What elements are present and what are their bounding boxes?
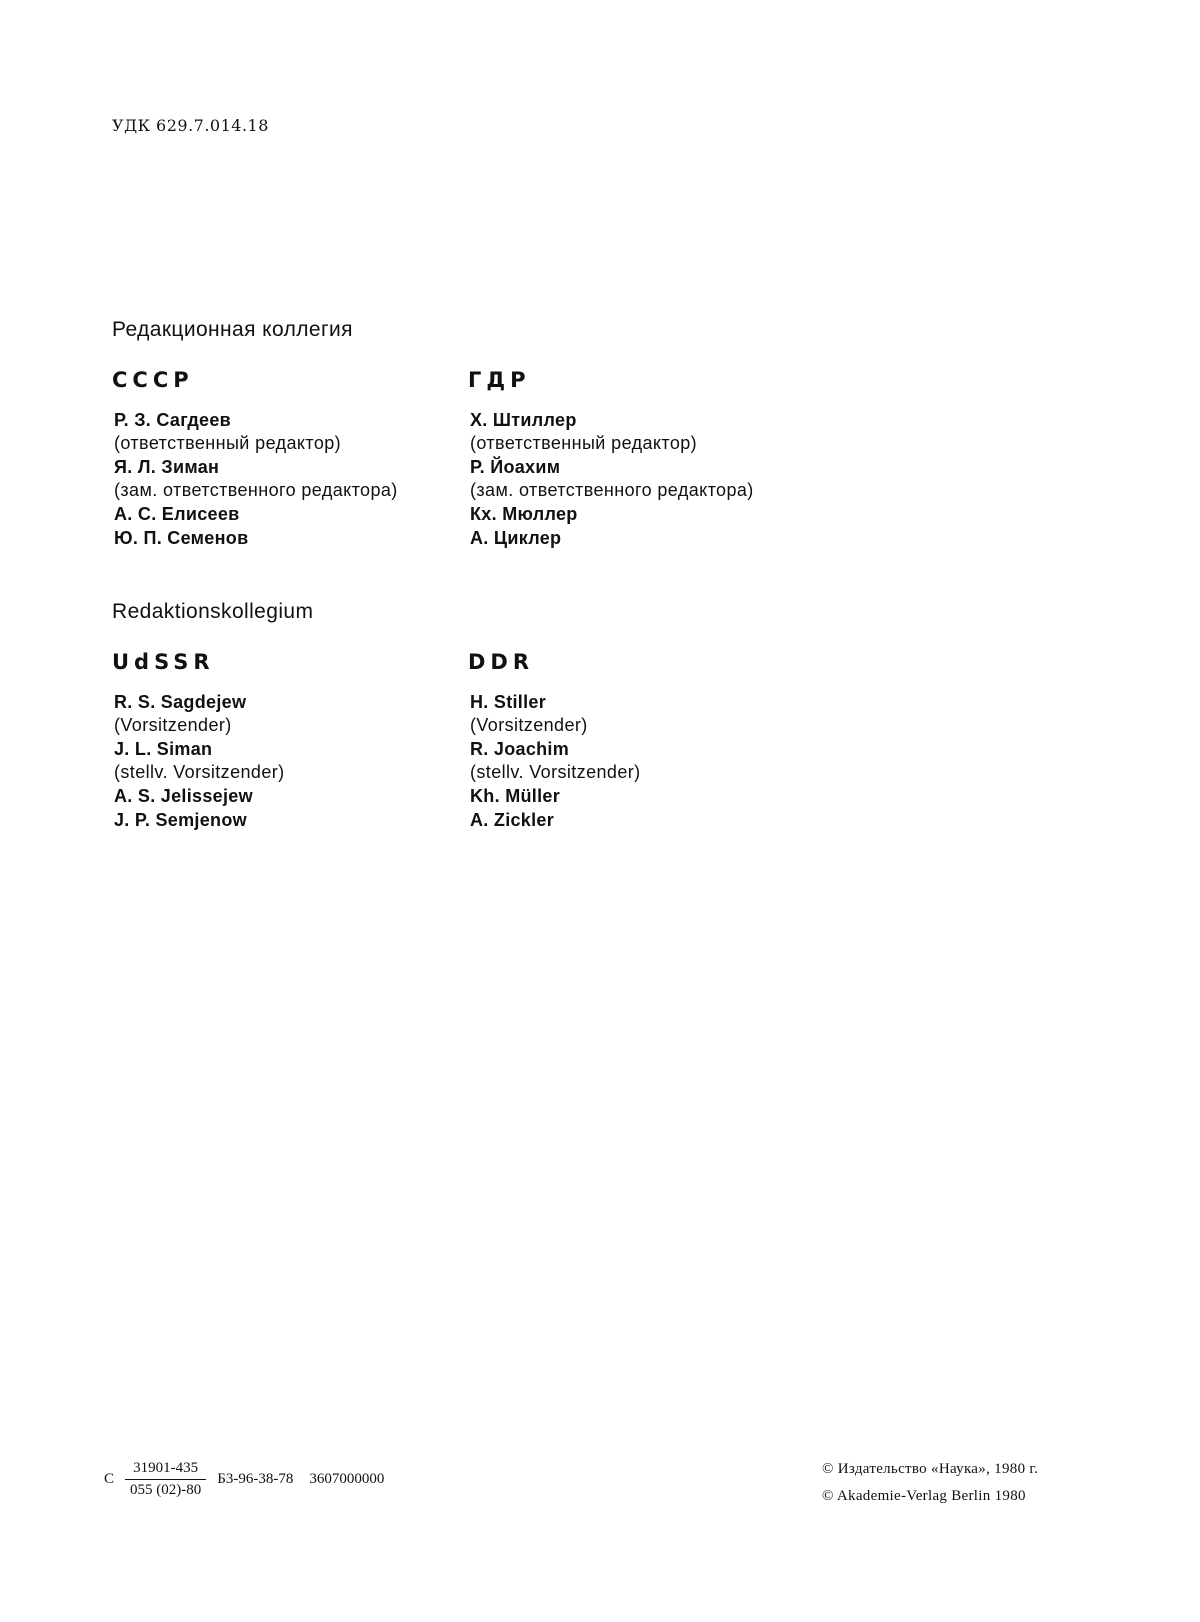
member-role: (Vorsitzender): [470, 715, 588, 735]
member-role: (Vorsitzender): [114, 715, 232, 735]
country-heading-gdr-ru: ГДР: [468, 368, 531, 392]
member-name: J. P. Semjenow: [114, 810, 247, 830]
member-name: Я. Л. Зиман: [114, 457, 220, 477]
member-name: Р. Йоахим: [470, 457, 561, 477]
imprint-denominator: 055 (02)-80: [130, 1482, 202, 1498]
member-role: (stellv. Vorsitzender): [114, 762, 285, 782]
board-title-german: Redaktionskollegium: [112, 600, 314, 623]
copyright-block: [822, 1456, 1038, 1510]
member-role: (зам. ответственного редактора): [470, 480, 754, 500]
country-heading-ussr-ru: СССР: [112, 368, 194, 392]
member-name: Р. З. Сагдеев: [114, 410, 232, 430]
member-name: Х. Штиллер: [470, 410, 577, 430]
country-heading-ussr-de: UdSSR: [112, 650, 215, 674]
member-entry: [470, 456, 754, 502]
imprint-fraction: [122, 1460, 209, 1499]
member-entry: [114, 691, 285, 737]
member-name: R. Joachim: [470, 739, 570, 759]
member-list-ussr-ru: [114, 409, 398, 551]
member-list-gdr-de: [470, 691, 641, 833]
member-entry: [470, 785, 641, 808]
member-entry: [114, 503, 398, 526]
member-entry: [114, 409, 398, 455]
member-role: (ответственный редактор): [470, 433, 698, 453]
imprint-numerator: 31901-435: [125, 1460, 206, 1480]
member-role: (stellv. Vorsitzender): [470, 762, 641, 782]
member-role: (зам. ответственного редактора): [114, 480, 398, 500]
member-name: Kh. Müller: [470, 786, 561, 806]
imprint-code-2: 3607000000: [309, 1471, 385, 1487]
imprint-prefix: С: [104, 1471, 115, 1487]
member-entry: [114, 456, 398, 502]
copyright-line-akademie-verlag: © Akademie-Verlag Berlin 1980: [822, 1488, 1026, 1504]
member-name: Кх. Мюллер: [470, 504, 578, 524]
member-name: R. S. Sagdejew: [114, 692, 247, 712]
udk-code: УДК 629.7.014.18: [112, 116, 269, 135]
imprint-code-1: Б3-96-38-78: [217, 1471, 294, 1487]
imprint-code: [104, 1460, 384, 1499]
member-role: (ответственный редактор): [114, 433, 342, 453]
member-entry: [470, 527, 754, 550]
member-entry: [470, 809, 641, 832]
member-name: A. S. Jelissejew: [114, 786, 253, 806]
member-entry: [114, 785, 285, 808]
member-entry: [114, 809, 285, 832]
member-entry: [470, 409, 754, 455]
member-name: А. Циклер: [470, 528, 562, 548]
member-name: H. Stiller: [470, 692, 547, 712]
member-name: J. L. Siman: [114, 739, 213, 759]
member-list-ussr-de: [114, 691, 285, 833]
member-name: Ю. П. Семенов: [114, 528, 249, 548]
copyright-line-nauka: © Издательство «Наука», 1980 г.: [822, 1461, 1039, 1477]
member-list-gdr-ru: [470, 409, 754, 551]
member-entry: [470, 738, 641, 784]
country-heading-gdr-de: DDR: [468, 650, 535, 674]
member-entry: [470, 503, 754, 526]
member-entry: [114, 738, 285, 784]
member-entry: [114, 527, 398, 550]
board-title-russian: Редакционная коллегия: [112, 318, 353, 341]
member-entry: [470, 691, 641, 737]
member-name: А. С. Елисеев: [114, 504, 240, 524]
member-name: A. Zickler: [470, 810, 555, 830]
